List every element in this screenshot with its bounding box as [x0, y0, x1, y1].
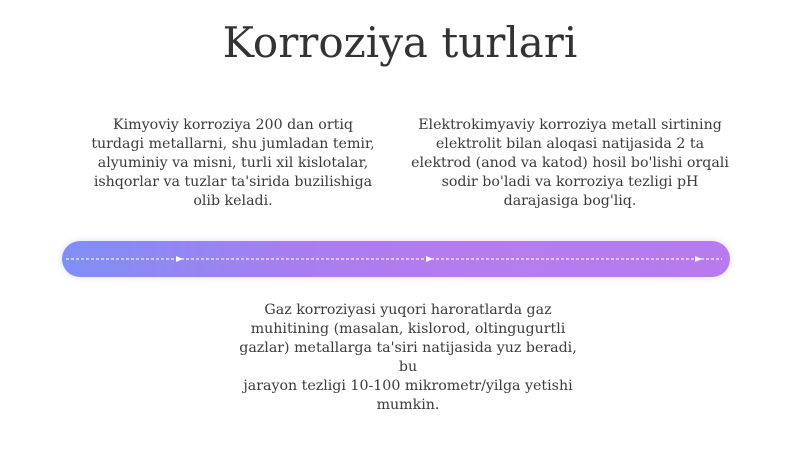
text-line: muhitining (masalan, kislorod, oltingugurtli	[250, 321, 566, 337]
arrow-head-icon	[426, 256, 433, 262]
text-line: turdagi metallarni, shu jumladan temir,	[91, 136, 375, 152]
text-line: Elektrokimyaviy korroziya metall sirtining	[418, 117, 722, 133]
text-line: darajasiga bog'liq.	[503, 193, 637, 209]
text-line: mumkin.	[376, 397, 440, 413]
text-line: olib keladi.	[193, 193, 273, 209]
electrochemical-corrosion-text	[400, 116, 740, 211]
arrow-head-icon	[176, 256, 183, 262]
text-line: Kimyoviy korroziya 200 dan ortiq	[113, 117, 353, 133]
gas-corrosion-text	[238, 301, 578, 415]
text-line: elektrod (anod va katod) hosil bo'lishi orqali	[411, 155, 729, 171]
timeline-bar	[62, 241, 730, 277]
chemical-corrosion-text	[74, 116, 392, 211]
timeline-arrows	[62, 241, 730, 277]
text-line: alyuminiy va misni, turli xil kislotalar,	[97, 155, 369, 171]
text-line: Gaz korroziyasi yuqori haroratlarda gaz	[264, 302, 552, 318]
text-line: sodir bo'ladi va korroziya tezligi pH	[441, 174, 699, 190]
text-line: ishqorlar va tuzlar ta'sirida buzilishiga	[93, 174, 373, 190]
text-line: elektrolit bilan aloqasi natijasida 2 ta	[435, 136, 705, 152]
text-line: jarayon tezligi 10-100 mikrometr/yilga yetishi	[243, 378, 573, 394]
arrow-head-icon	[695, 256, 702, 262]
text-line: gazlar) metallarga ta'siri natijasida yuz beradi, bu	[239, 340, 577, 375]
page-title: Korroziya turlari	[222, 18, 578, 67]
